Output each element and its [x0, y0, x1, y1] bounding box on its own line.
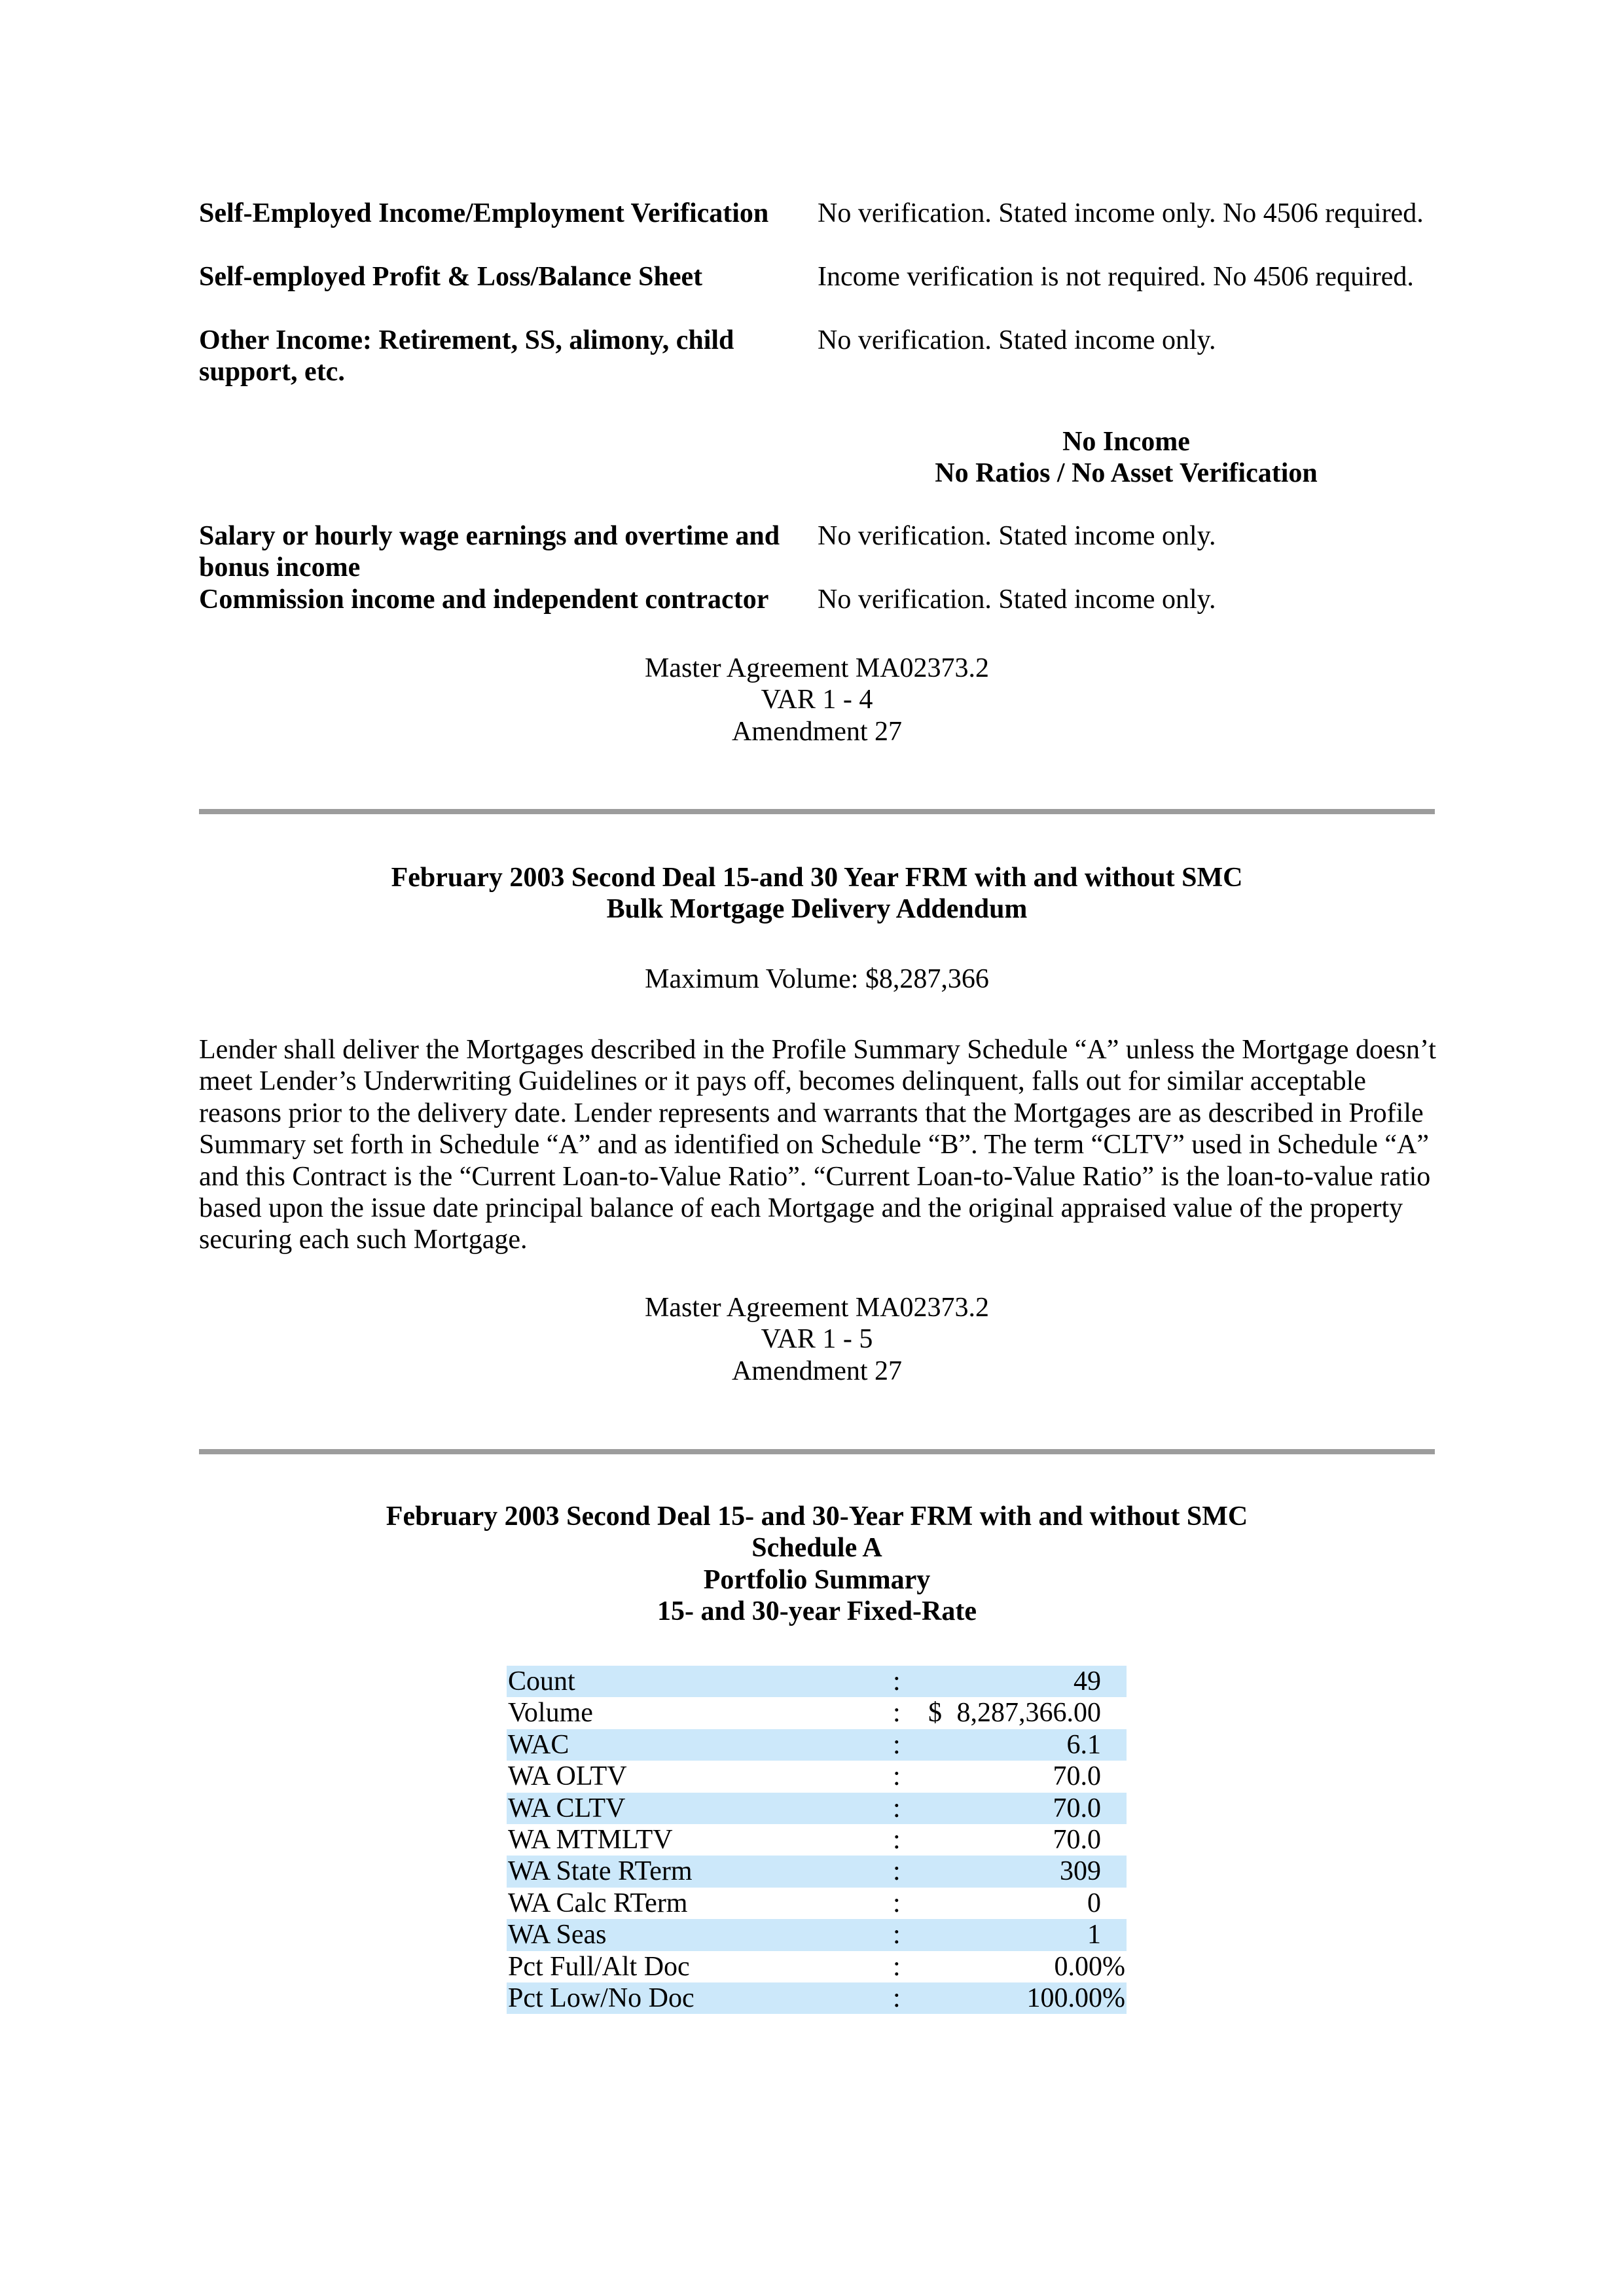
paragraph-line: Summary set forth in Schedule “A” and as identified on Schedule “B”. The term “CLTV” used in Schedule “A” — [199, 1130, 1429, 1160]
summary-label: WA Calc RTerm — [508, 1888, 688, 1918]
summary-separator: : — [893, 1920, 901, 1950]
income-row-value: No verification. Stated income only. — [818, 325, 1216, 355]
schedule-heading — [199, 1501, 1435, 1628]
summary-label: Pct Full/Alt Doc — [508, 1951, 690, 1982]
addendum-title: February 2003 Second Deal 15-and 30 Year FRM with and without SMC — [391, 863, 1243, 893]
summary-value: 49 — [1074, 1666, 1101, 1696]
summary-row — [507, 1982, 1127, 2014]
summary-row — [507, 1793, 1127, 1824]
paragraph-line: and this Contract is the “Current Loan-to-Value Ratio”. “Current Loan-to-Value Ratio” is the loan-to-value ratio — [199, 1161, 1431, 1192]
page-divider — [199, 809, 1435, 814]
income-row-label: Other Income: Retirement, SS, alimony, child support, etc. — [199, 325, 734, 387]
summary-separator: : — [893, 1793, 901, 1823]
summary-value: 70.0 — [1053, 1793, 1101, 1823]
summary-row — [507, 1761, 1127, 1792]
income-row-value: No verification. Stated income only. No 4506 required. — [818, 198, 1424, 228]
footer-amendment: Amendment 27 — [731, 716, 903, 747]
summary-label: Count — [508, 1666, 575, 1696]
schedule-name: Schedule A — [751, 1533, 882, 1564]
footer-agreement: Master Agreement MA02373.2 — [644, 653, 990, 683]
no-income-row-value: No verification. Stated income only. — [818, 521, 1216, 551]
summary-value: 0 — [1087, 1888, 1101, 1918]
summary-label: WA OLTV — [508, 1761, 627, 1792]
paragraph-line: reasons prior to the delivery date. Lender represents and warrants that the Mortgages are as described in Profile — [199, 1098, 1424, 1128]
footer-agreement: Master Agreement MA02373.2 — [644, 1293, 990, 1323]
summary-label: WA Seas — [508, 1920, 607, 1950]
summary-currency: $ — [928, 1698, 942, 1729]
paragraph-line: based upon the issue date principal balance of each Mortgage and the original appraised value of the property — [199, 1193, 1403, 1223]
summary-value: 309 — [1060, 1856, 1101, 1887]
product-title: 15- and 30-year Fixed-Rate — [657, 1596, 977, 1627]
summary-value: 100.00% — [1026, 1982, 1125, 2013]
summary-separator: : — [893, 1951, 901, 1982]
summary-row — [507, 1919, 1127, 1950]
summary-label: WAC — [508, 1729, 569, 1760]
income-row-label: Self-Employed Income/Employment Verification — [199, 198, 769, 228]
summary-label: WA MTMLTV — [508, 1824, 673, 1855]
summary-value: 8,287,366.00 — [956, 1698, 1101, 1729]
summary-value: 70.0 — [1053, 1761, 1101, 1792]
summary-value: 0.00% — [1054, 1951, 1125, 1982]
summary-row — [507, 1888, 1127, 1919]
footer-var: VAR 1 - 4 — [761, 685, 873, 715]
summary-value: 6.1 — [1066, 1729, 1101, 1760]
page-footer — [199, 653, 1435, 747]
maximum-volume: Maximum Volume: $8,287,366 — [645, 964, 989, 994]
income-row-label: Self-employed Profit & Loss/Balance Sheet — [199, 262, 703, 292]
summary-separator: : — [893, 1729, 901, 1760]
addendum-paragraph — [199, 1034, 1435, 1256]
summary-separator: : — [893, 1982, 901, 2013]
income-row-value: Income verification is not required. No 4506 required. — [818, 262, 1414, 292]
no-income-row-label: Commission income and independent contractor — [199, 584, 769, 615]
paragraph-line: securing each such Mortgage. — [199, 1225, 528, 1255]
summary-label: WA State RTerm — [508, 1856, 693, 1887]
summary-row — [507, 1951, 1127, 1982]
page-footer — [199, 1292, 1435, 1387]
summary-label: Pct Low/No Doc — [508, 1982, 695, 2013]
summary-row — [507, 1697, 1127, 1729]
summary-row — [507, 1856, 1127, 1887]
summary-separator: : — [893, 1856, 901, 1887]
summary-label: Volume — [508, 1698, 593, 1729]
addendum-heading — [199, 862, 1435, 925]
summary-separator: : — [893, 1666, 901, 1696]
summary-separator: : — [893, 1761, 901, 1792]
addendum-subtitle: Bulk Mortgage Delivery Addendum — [606, 894, 1028, 925]
summary-row — [507, 1824, 1127, 1856]
summary-row — [507, 1666, 1127, 1697]
footer-var: VAR 1 - 5 — [761, 1324, 873, 1355]
summary-value: 1 — [1087, 1920, 1101, 1950]
paragraph-line: meet Lender’s Underwriting Guidelines or it pays off, becomes delinquent, falls out for similar acceptable — [199, 1066, 1366, 1097]
summary-label: WA CLTV — [508, 1793, 626, 1823]
summary-separator: : — [893, 1824, 901, 1855]
no-income-row-value: No verification. Stated income only. — [818, 584, 1216, 615]
portfolio-summary-title: Portfolio Summary — [703, 1564, 931, 1595]
portfolio-summary-table — [507, 1666, 1127, 2014]
summary-value: 70.0 — [1053, 1824, 1101, 1855]
page-divider — [199, 1449, 1435, 1454]
no-income-title: No Income — [1062, 427, 1190, 457]
no-income-subtitle: No Ratios / No Asset Verification — [935, 458, 1318, 489]
no-income-heading — [818, 426, 1435, 490]
summary-separator: : — [893, 1698, 901, 1729]
schedule-title: February 2003 Second Deal 15- and 30-Year FRM with and without SMC — [386, 1501, 1248, 1532]
paragraph-line: Lender shall deliver the Mortgages described in the Profile Summary Schedule “A” unless the Mortgage doesn’t — [199, 1035, 1436, 1065]
footer-amendment: Amendment 27 — [731, 1355, 903, 1386]
summary-row — [507, 1729, 1127, 1761]
summary-separator: : — [893, 1888, 901, 1918]
no-income-row-label: Salary or hourly wage earnings and overtime and bonus income — [199, 521, 780, 583]
